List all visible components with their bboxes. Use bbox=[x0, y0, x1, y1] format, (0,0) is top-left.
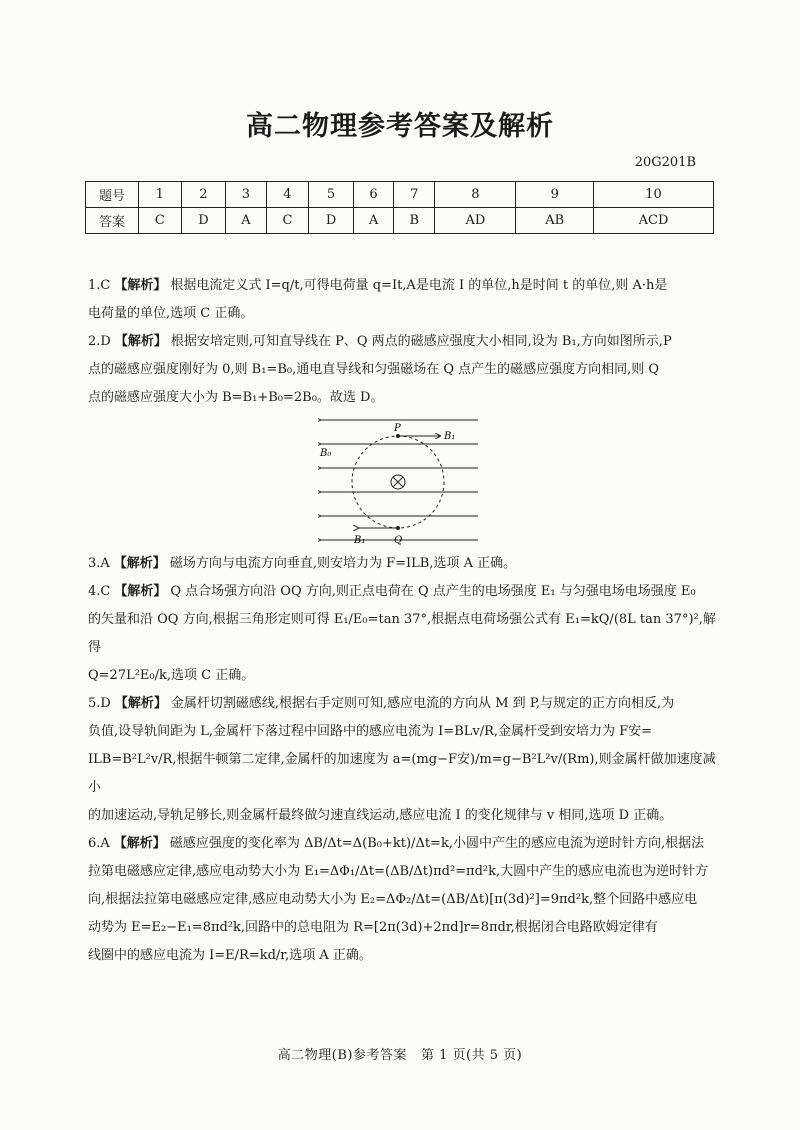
page-number: 第 1 页(共 5 页) bbox=[420, 1048, 523, 1063]
answer-table bbox=[85, 181, 714, 234]
question-number: 5.D bbox=[88, 696, 111, 711]
table-cell: 7 bbox=[394, 182, 435, 208]
label-b1-top: B₁ bbox=[444, 431, 456, 442]
explanation-line: 根据电流定义式 I=q/t,可得电荷量 q=It,A是电流 I 的单位,h是时间 t 的单位,则 A·h是 bbox=[170, 278, 668, 293]
table-cell: D bbox=[309, 208, 354, 234]
analysis-tag: 【解析】 bbox=[114, 584, 167, 599]
label-q: Q bbox=[394, 535, 403, 546]
explanation-line: 磁感应强度的变化率为 ΔB/Δt=Δ(B₀+kt)/Δt=k,小圆中产生的感应电流为逆时针方向,根据法 bbox=[169, 836, 705, 851]
explanations bbox=[88, 272, 716, 970]
analysis-tag: 【解析】 bbox=[114, 278, 167, 293]
table-cell: 5 bbox=[309, 182, 354, 208]
table-cell: 4 bbox=[266, 182, 309, 208]
explanation-line: 动势为 E=E₂−E₁=8πd²k,回路中的总电阻为 R=[2π(3d)+2πd]r=8πdr,根据闭合电路欧姆定律有 bbox=[88, 920, 658, 935]
analysis-tag: 【解析】 bbox=[114, 696, 167, 711]
explanation-line: 向,根据法拉第电磁感应定律,感应电动势大小为 E₂=ΔΦ₂/Δt=(ΔB/Δt)[π(3d)²]=9πd²k,整个回路中感应电 bbox=[88, 892, 698, 907]
explanation-line: 的矢量和沿 OQ 方向,根据三角形定则可得 E₁/E₀=tan 37°,根据点电荷场强公式有 E₁=kQ/(8L tan 37°)²,解得 bbox=[88, 612, 716, 655]
explanation-line: Q 点合场强方向沿 OQ 方向,则正点电荷在 Q 点产生的电场强度 E₁ 与匀强电场电场强度 E₀ bbox=[170, 584, 696, 599]
table-cell: A bbox=[226, 208, 266, 234]
question-number: 2.D bbox=[88, 334, 111, 349]
explanation-line: ILB=B²L²v/R,根据牛顿第二定律,金属杆的加速度为 a=(mg−F安)/m=g−B²L²v/(Rm),则金属杆做加速度减小 bbox=[88, 752, 716, 795]
explanation-line: 的加速运动,导轨足够长,则金属杆最终做匀速直线运动,感应电流 I 的变化规律与 v 相同,选项 D 正确。 bbox=[88, 808, 673, 823]
analysis-tag: 【解析】 bbox=[114, 334, 167, 349]
explanation-line: 根据安培定则,可知直导线在 P、Q 两点的磁感应强度大小相同,设为 B₁,方向如图所示,P bbox=[170, 334, 672, 349]
table-cell: 2 bbox=[181, 182, 226, 208]
table-cell: C bbox=[139, 208, 182, 234]
page-footer bbox=[0, 1044, 800, 1063]
table-cell: AD bbox=[435, 208, 516, 234]
table-cell: C bbox=[266, 208, 309, 234]
question-number: 3.A bbox=[88, 556, 110, 571]
question-1 bbox=[88, 272, 716, 328]
explanation-line: 负值,设导轨间距为 L,金属杆下落过程中回路中的感应电流为 I=BLv/R,金属杆受到安培力为 F安= bbox=[88, 724, 653, 739]
question-6 bbox=[88, 830, 716, 970]
explanation-line: 拉第电磁感应定律,感应电动势大小为 E₁=ΔΦ₁/Δt=(ΔB/Δt)πd²=πd²k,大圆中产生的感应电流也为逆时针方 bbox=[88, 864, 709, 879]
explanation-line: 电荷量的单位,选项 C 正确。 bbox=[88, 306, 254, 321]
explanation-line: 点的磁感应强度大小为 B=B₁+B₀=2B₀。故选 D。 bbox=[88, 390, 384, 405]
question-2 bbox=[88, 328, 716, 412]
table-row-answers bbox=[86, 208, 714, 234]
question-5 bbox=[88, 690, 716, 830]
table-cell: 9 bbox=[516, 182, 594, 208]
question-3 bbox=[88, 550, 716, 578]
table-cell: B bbox=[394, 208, 435, 234]
page-title: 高二物理参考答案及解析 bbox=[246, 111, 554, 142]
magnetic-field-diagram bbox=[318, 416, 478, 546]
question-number: 4.C bbox=[88, 584, 111, 599]
table-cell: D bbox=[181, 208, 226, 234]
footer-title: 高二物理(B)参考答案 bbox=[277, 1048, 407, 1063]
table-cell: A bbox=[353, 208, 393, 234]
row-label-number: 题号 bbox=[86, 182, 139, 208]
question-4 bbox=[88, 578, 716, 690]
row-label-answer: 答案 bbox=[86, 208, 139, 234]
table-cell: 6 bbox=[353, 182, 393, 208]
table-cell: 10 bbox=[594, 182, 714, 208]
label-b0: B₀ bbox=[320, 448, 332, 459]
analysis-tag: 【解析】 bbox=[113, 836, 166, 851]
explanation-line: 线圈中的感应电流为 I=E/R=kd/r,选项 A 正确。 bbox=[88, 948, 372, 963]
question-number: 1.C bbox=[88, 278, 111, 293]
table-row-numbers bbox=[86, 182, 714, 208]
table-cell: AB bbox=[516, 208, 594, 234]
label-p: P bbox=[394, 423, 401, 434]
explanation-line: 金属杆切割磁感线,根据右手定则可知,感应电流的方向从 M 到 P,与规定的正方向相反,为 bbox=[170, 696, 675, 711]
label-b1-bottom: B₁ bbox=[354, 535, 366, 546]
table-cell: 3 bbox=[226, 182, 266, 208]
table-cell: ACD bbox=[594, 208, 714, 234]
question-number: 6.A bbox=[88, 836, 110, 851]
explanation-line: Q=27L²E₀/k,选项 C 正确。 bbox=[88, 668, 255, 683]
exam-code: 20G201B bbox=[634, 155, 696, 170]
explanation-line: 磁场方向与电流方向垂直,则安培力为 F=ILB,选项 A 正确。 bbox=[169, 556, 517, 571]
table-cell: 1 bbox=[139, 182, 182, 208]
table-cell: 8 bbox=[435, 182, 516, 208]
explanation-line: 点的磁感应强度刚好为 0,则 B₁=B₀,通电直导线和匀强磁场在 Q 点产生的磁感应强度方向相同,则 Q bbox=[88, 362, 660, 377]
analysis-tag: 【解析】 bbox=[113, 556, 166, 571]
